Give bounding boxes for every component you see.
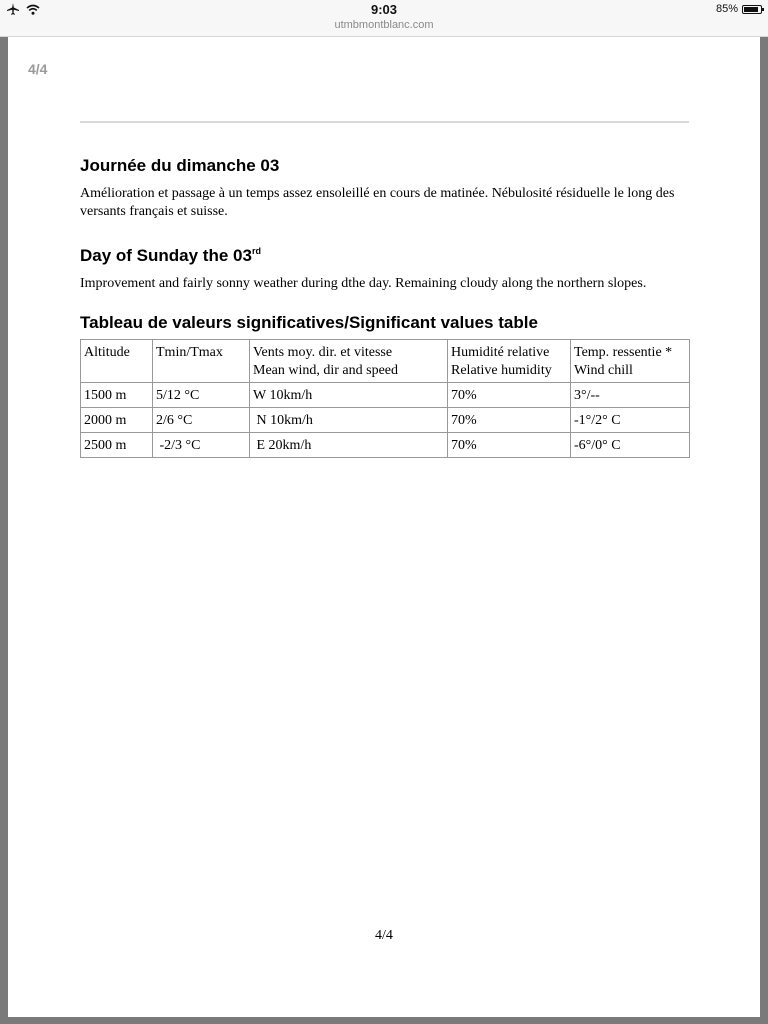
cell-humidity: 70%: [448, 408, 571, 433]
header-wind-en: Mean wind, dir and speed: [253, 363, 399, 378]
document-page[interactable]: [8, 37, 760, 1017]
cell-temperature: -2/3 °C: [153, 433, 250, 458]
battery-icon: [742, 5, 762, 14]
page-indicator: 4/4: [28, 61, 48, 77]
status-bar: [0, 0, 768, 37]
table-row: [81, 433, 690, 458]
cell-altitude: 2500 m: [81, 433, 153, 458]
section-heading-en-text: Day of Sunday the 03: [80, 246, 252, 265]
cell-wind: W 10km/h: [250, 383, 448, 408]
header-humidity-en: Relative humidity: [451, 363, 552, 378]
header-divider: [80, 121, 689, 123]
header-temperature: Tmin/Tmax: [153, 340, 250, 383]
clock: 9:03: [370, 2, 398, 17]
header-wind-chill: [571, 340, 690, 383]
header-wind-chill-en: Wind chill: [574, 363, 633, 378]
section-text-en: Improvement and fairly sonny weather during dthe day. Remaining cloudy along the northern slopes.: [80, 276, 647, 291]
cell-humidity: 70%: [448, 383, 571, 408]
page-footer-number: 4/4: [375, 928, 393, 943]
battery-percentage: 85%: [715, 3, 738, 15]
cell-wind: E 20km/h: [250, 433, 448, 458]
section-text-fr: Amélioration et passage à un temps assez ensoleillé en cours de matinée. Nébulosité résiduelle le long des versants français et suisse.: [80, 186, 675, 219]
header-wind: [250, 340, 448, 383]
section-heading-en: [80, 240, 692, 267]
cell-temperature: 2/6 °C: [153, 408, 250, 433]
heading-superscript: rd: [251, 246, 261, 256]
section-heading-fr: Journée du dimanche 03: [80, 156, 280, 175]
cell-wind-chill: -1°/2° C: [571, 408, 690, 433]
battery-level: [744, 7, 758, 12]
table-header-row: [81, 340, 690, 383]
cell-altitude: 1500 m: [81, 383, 153, 408]
header-humidity: [448, 340, 571, 383]
cell-altitude: 2000 m: [81, 408, 153, 433]
status-right: [716, 3, 762, 15]
document-content: [80, 155, 692, 458]
header-altitude: Altitude: [81, 340, 153, 383]
cell-humidity: 70%: [448, 433, 571, 458]
header-humidity-fr: Humidité relative: [451, 345, 550, 360]
table-row: [81, 408, 690, 433]
cell-temperature: 5/12 °C: [153, 383, 250, 408]
cell-wind-chill: -6°/0° C: [571, 433, 690, 458]
table-title: Tableau de valeurs significatives/Significant values table: [80, 313, 538, 332]
header-wind-fr: Vents moy. dir. et vitesse: [253, 345, 393, 360]
address-bar[interactable]: utmbmontblanc.com: [334, 19, 434, 31]
table-row: [81, 383, 690, 408]
values-table: [80, 339, 690, 458]
header-wind-chill-fr: Temp. ressentie *: [574, 345, 673, 360]
cell-wind: N 10km/h: [250, 408, 448, 433]
cell-wind-chill: 3°/--: [571, 383, 690, 408]
